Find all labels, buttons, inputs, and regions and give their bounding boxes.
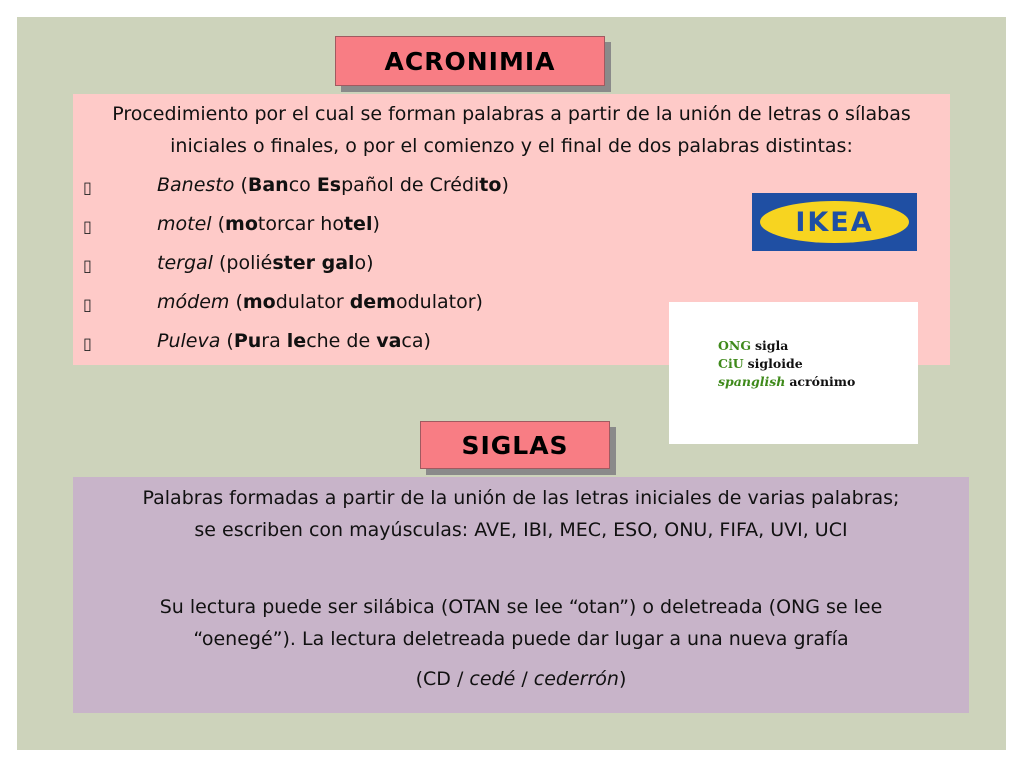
example-source-letters: mo [225,213,258,235]
spanglish-term: spanglish [718,374,786,389]
cederron-word: cederrón [533,668,619,690]
example-word: motel [157,213,212,235]
ikea-logo [752,193,917,251]
spanglish-line [718,374,855,389]
bullet-icon: ▯ [83,295,92,314]
example-source-letters: le [286,330,307,352]
cd-close: ) [618,668,627,690]
example-source-text: ca) [401,330,431,352]
example-item [157,174,509,196]
example-source-text: che de [306,330,377,352]
example-source-letters: Es [316,174,342,196]
example-source-letters: Ban [247,174,289,196]
siglas-reading-line-1: Su lectura puede ser silábica (OTAN se lee “otan”) o deletreada (ONG se lee [159,596,883,618]
example-word: módem [157,291,230,313]
siglas-reading-line-2: “oenegé”). La lectura deletreada puede dar lugar a una nueva grafía [193,628,849,650]
example-source-text: ) [501,174,509,196]
example-source-text: odulator) [395,291,483,313]
example-source-text: co [288,174,317,196]
example-source-letters: to [479,174,502,196]
example-source-text: o) [354,252,374,274]
example-source-text: ( [235,291,243,313]
bullet-icon: ▯ [83,217,92,236]
ong-image [669,302,918,444]
example-word: Puleva [157,330,221,352]
bullet-icon: ▯ [83,334,92,353]
cd-open: (CD / [415,668,470,690]
ong-term: ONG [718,338,751,353]
example-word: tergal [157,252,213,274]
example-item [157,291,483,313]
example-source-text: pañol de Crédi [341,174,480,196]
example-source-text: ra [261,330,287,352]
ikea-logo-text: IKEA [760,201,909,243]
acronimia-title: ACRONIMIA [335,36,605,86]
siglas-reading-line-3 [73,663,969,695]
example-source-letters: dem [349,291,396,313]
example-source-letters: ster gal [272,252,355,274]
siglas-definition-line-2: se escriben con mayúsculas: AVE, IBI, MEC, ESO, ONU, FIFA, UVI, UCI [194,519,848,541]
example-word: Banesto [157,174,235,196]
cd-slash: / [515,668,534,690]
example-source-text: torcar ho [257,213,344,235]
ong-line [718,338,788,353]
cede-word: cedé [469,668,516,690]
spanglish-label: acrónimo [789,374,856,389]
ciu-label: sigloide [747,356,803,371]
example-source-letters: Pu [233,330,262,352]
example-item [157,213,380,235]
example-source-text: ( [226,330,234,352]
siglas-panel [73,477,969,713]
example-source-text: ( [240,174,248,196]
example-item [157,330,431,352]
example-source-text: ) [372,213,380,235]
siglas-title: SIGLAS [420,421,610,469]
example-item [157,252,374,274]
example-source-text: (polié [218,252,273,274]
example-source-text: ( [217,213,226,235]
acronimia-definition: Procedimiento por el cual se forman palabras a partir de la unión de letras o sílabas iniciales o finales, o por el comienzo y el final de dos palabras distintas: [112,103,911,157]
example-source-letters: tel [343,213,373,235]
bullet-icon: ▯ [83,256,92,275]
bullet-icon: ▯ [83,178,92,197]
siglas-definition-line-1: Palabras formadas a partir de la unión de las letras iniciales de varias palabras; [142,487,900,509]
example-source-letters: mo [242,291,276,313]
ciu-line [718,356,803,371]
example-source-text: dulator [275,291,350,313]
example-source-letters: va [376,330,402,352]
ciu-term: CiU [718,356,744,371]
ong-label: sigla [754,338,789,353]
